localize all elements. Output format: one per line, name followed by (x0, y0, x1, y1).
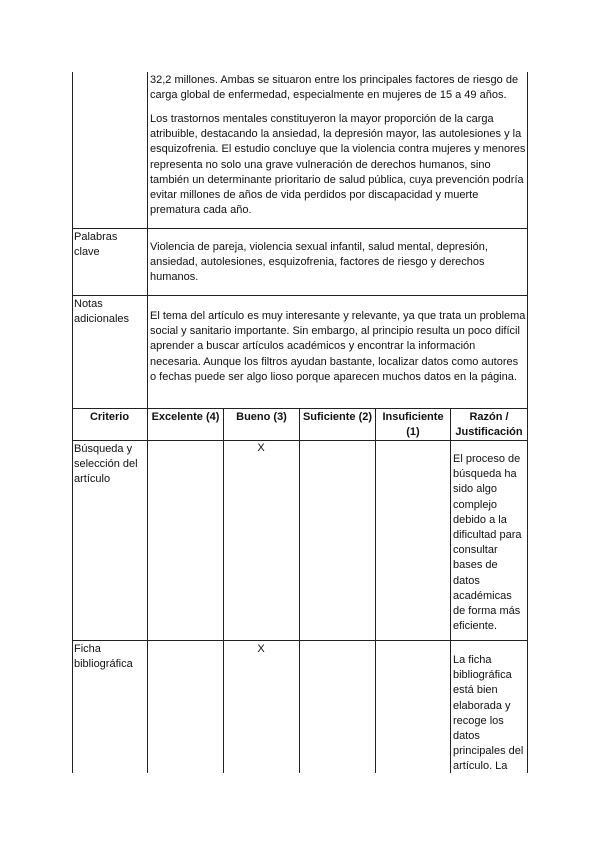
criterion-busqueda: Búsqueda y selección del artículo (74, 443, 138, 485)
header-criterio: Criterio (89, 411, 130, 423)
rubric-col-divider-4 (375, 408, 376, 773)
header-razon: Razón / Justificación (455, 411, 523, 438)
row-divider-5 (72, 640, 528, 641)
row-divider-2 (72, 295, 528, 296)
notes-label: Notas adicionales (74, 298, 130, 325)
row-divider-4 (72, 440, 528, 441)
header-excelente: Excelente (4) (151, 411, 220, 423)
header-suficiente: Suficiente (2) (302, 411, 373, 423)
mark-bueno-row1: X (257, 442, 265, 454)
header-insuficiente: Insuficiente (1) (382, 411, 444, 438)
justification-row2: La ficha bibliográfica está bien elaborada y recoge los datos principales del artículo. La (453, 654, 524, 773)
header-bueno: Bueno (3) (236, 411, 287, 423)
summary-paragraph-2: Los trastornos mentales constituyeron la mayor proporción de la carga atribuible, destacando la ansiedad, la depresión mayor, las autolesiones y la esquizofrenia. El estudio concluye que la violencia contra mujeres y menores representa no solo una grave vulneración de derechos humanos, sino también un determinante prioritario de salud pública, cuya prevención podría evitar millones de años de vida perdidos por discapacidad y muerte prematura cada año. (150, 113, 526, 217)
mark-bueno-row2: X (257, 643, 265, 655)
keywords-label: Palabras clave (74, 231, 118, 258)
rubric-col-divider-3 (299, 408, 300, 773)
table-right-border (527, 72, 528, 773)
keywords-text: Violencia de pareja, violencia sexual infantil, salud mental, depresión, ansiedad, autolesiones, esquizofrenia, factores de riesgo y derechos humanos. (150, 241, 488, 284)
notes-text: El tema del artículo es muy interesante y relevante, ya que trata un problema social y sanitario importante. Sin embargo, al principio resulta un poco difícil aprender a buscar artículos académicos y encontrar la información necesaria. Aunque los filtros ayudan bastante, localizar datos como autores o fechas puede ser algo lioso porque aparecen muchos datos en la página. (150, 310, 526, 383)
justification-row1: El proceso de búsqueda ha sido algo complejo debido a la dificultad para consultar bases de datos académicas de forma más eficiente. (453, 453, 522, 633)
row-divider-1 (72, 228, 528, 229)
summary-paragraph-1: 32,2 millones. Ambas se situaron entre los principales factores de riesgo de carga global de enfermedad, especialmente en mujeres de 15 a 49 años. (150, 74, 519, 102)
rubric-col-divider-2 (223, 408, 224, 773)
criterion-ficha: Ficha bibliográfica (74, 643, 133, 670)
row-divider-3 (72, 408, 528, 409)
rubric-col-divider-5 (450, 408, 451, 773)
